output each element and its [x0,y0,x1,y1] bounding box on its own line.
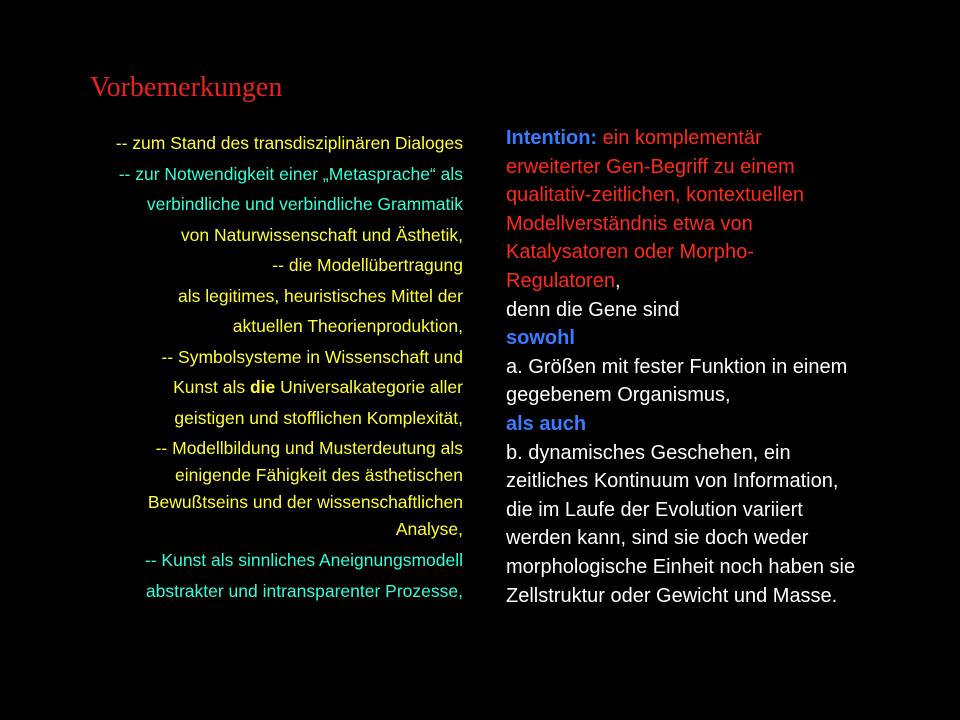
point-b-text: die im Laufe der Evolution variiert [506,498,803,521]
left-line: aktuellen Theorienproduktion, [232,316,463,336]
left-column [30,128,463,606]
point-b-text: morphologische Einheit noch haben sie [506,555,856,578]
intention-text: ein komplementär [597,127,762,149]
sowohl-label: sowohl [506,327,575,350]
intention-text: qualitativ-zeitlichen, kontextuellen [506,184,804,207]
left-line: -- Symbolsysteme in Wissenschaft und [161,346,463,367]
point-a-text: gegebenem Organismus, [506,384,731,407]
left-line: geistigen und stofflichen Komplexität, [174,407,463,428]
left-line: einigende Fähigkeit des ästhetischen [175,465,463,485]
left-line-text: Kunst als [173,377,246,397]
point-a-text: a. Größen mit fester Funktion in einem [506,355,848,378]
right-column [506,124,946,610]
point-b-text: werden kann, sind sie doch weder [506,527,809,550]
left-line: -- zur Notwendigkeit einer „Metasprache“ als [118,163,463,184]
denn-text: denn die Gene sind [506,298,680,321]
intention-text: Modellverständnis etwa von [506,212,753,235]
als-auch-label: als auch [506,412,587,435]
left-line: -- zum Stand des transdisziplinären Dialoges [115,133,463,153]
point-b-text: zeitliches Kontinuum von Information, [506,470,839,493]
left-line-text: Universalkategorie aller [280,377,463,397]
left-line: abstrakter und intransparenter Prozesse, [145,580,463,601]
intention-line [506,267,946,296]
intention-label: Intention: [506,127,598,149]
left-line: verbindliche und verbindliche Grammatik [146,194,463,214]
left-line: Bewußtseins und der wissenschaftlichen [147,492,463,512]
left-line [30,372,463,403]
left-line-text: von Naturwissenschaft und Ästhetik, [180,224,463,245]
emphasis-die: die [249,377,276,397]
left-line: -- Modellbildung und Musterdeutung als [155,438,463,458]
intention-text: Katalysatoren oder Morpho- [506,241,754,264]
intention-text: Regulatoren [506,269,615,292]
left-line: -- Kunst als sinnliches Aneignungsmodell [144,550,463,570]
point-b-text: b. dynamisches Geschehen, ein [506,441,791,464]
left-line: Analyse, [395,519,463,539]
intention-text: erweiterter Gen-Begriff zu einem [506,155,795,178]
point-b-text: Zellstruktur oder Gewicht und Masse. [506,584,838,607]
intention-line [506,124,946,153]
slide-title: Vorbemerkungen [90,72,283,103]
left-line: -- die Modellübertragung [272,255,463,275]
left-line: als legitimes, heuristisches Mittel der [178,285,463,306]
comma: , [614,269,621,292]
left-line [30,220,463,251]
